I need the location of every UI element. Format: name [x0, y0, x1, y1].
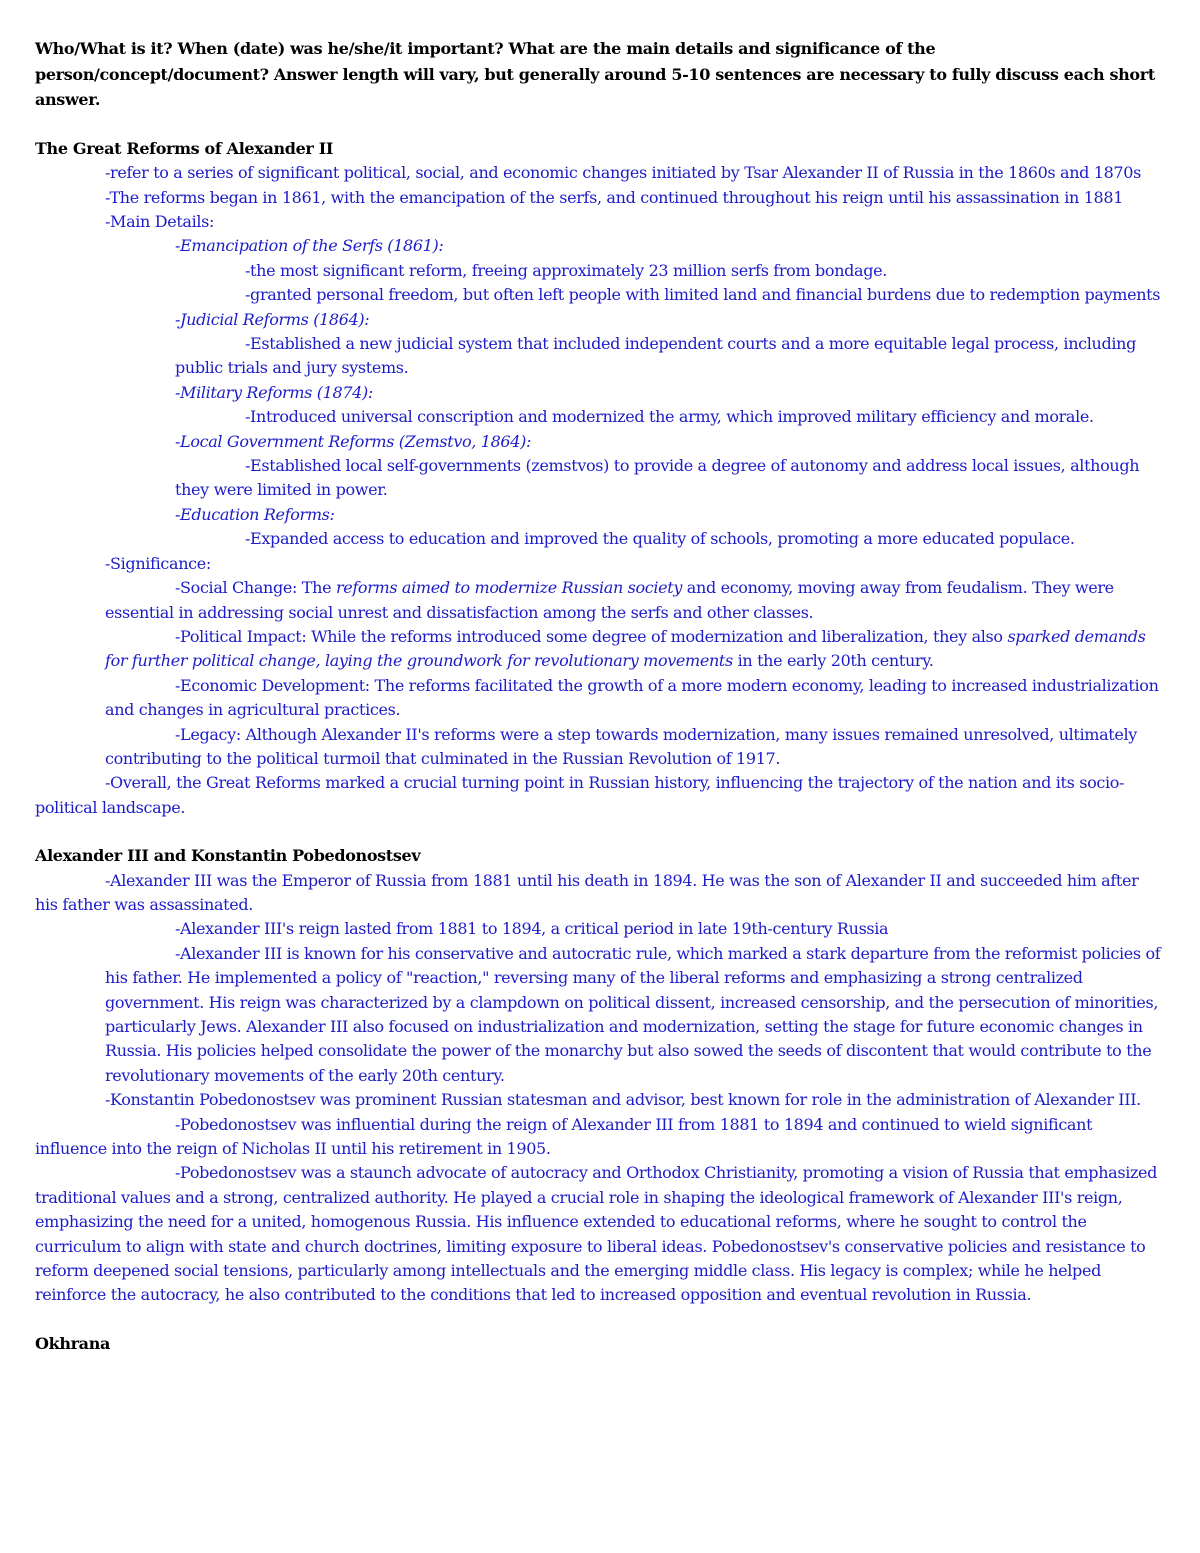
- note-line: -Legacy: Although Alexander II's reforms were a step towards modernization, many issues remained unresolved, ultimately contributing to the political turmoil that culminated in the Russian Revolution of 1917.: [105, 724, 1137, 768]
- text-run: in the early 20th century.: [732, 651, 934, 671]
- subheading-emancipation: -Emancipation of the Serfs (1861):: [175, 236, 444, 256]
- document-page: [35, 36, 1165, 1356]
- subheading-military: -Military Reforms (1874):: [175, 382, 373, 402]
- note-line: -the most significant reform, freeing approximately 23 million serfs from bondage.: [245, 260, 887, 280]
- note-line: -Konstantin Pobedonostsev was prominent Russian statesman and advisor, best known for role in the administration of Alexander III.: [105, 1090, 1141, 1110]
- text-run: -Political Impact: While the reforms introduced some degree of modernization and liberalization, they also: [175, 626, 1008, 646]
- spacer: [35, 1308, 1165, 1332]
- text-run: -Social Change: The: [175, 578, 336, 598]
- spacer: [35, 113, 1165, 137]
- section-heading-alexander-iii: Alexander III and Konstantin Pobedonostsev: [35, 846, 421, 866]
- note-line: -Introduced universal conscription and modernized the army, which improved military efficiency and morale.: [245, 407, 1094, 427]
- section-heading-okhrana: Okhrana: [35, 1333, 111, 1353]
- subheading-judicial: -Judicial Reforms (1864):: [175, 309, 370, 329]
- subheading-local-government: -Local Government Reforms (Zemstvo, 1864):: [175, 431, 532, 451]
- emphasis: sparked demands for further political change, laying the groundwork for revolutionary movements: [105, 626, 1146, 671]
- note-line: -Economic Development: The reforms facilitated the growth of a more modern economy, leading to increased industrialization and changes in agricultural practices.: [105, 675, 1159, 720]
- spacer: [35, 820, 1165, 844]
- note-line: -Alexander III's reign lasted from 1881 to 1894, a critical period in late 19th-century Russia: [175, 919, 889, 939]
- note-line: -The reforms began in 1861, with the emancipation of the serfs, and continued throughout his reign until his assassination in 1881: [105, 187, 1124, 207]
- note-line-social-change: [35, 576, 1165, 625]
- note-line: -Established local self-governments (zemstvos) to provide a degree of autonomy and address local issues, although they were limited in power.: [175, 456, 1140, 500]
- note-line: -Established a new judicial system that included independent courts and a more equitable legal process, including public trials and jury systems.: [175, 334, 1136, 378]
- note-line: -Pobedonostsev was influential during the reign of Alexander III from 1881 to 1894 and continued to wield significant influence into the reign of Nicholas II until his retirement in 1905.: [35, 1114, 1093, 1159]
- note-line: -Overall, the Great Reforms marked a crucial turning point in Russian history, influencing the trajectory of the nation and its socio-political landscape.: [35, 773, 1125, 817]
- note-line: -Expanded access to education and improved the quality of schools, promoting a more educated populace.: [245, 529, 1075, 549]
- note-line: -Alexander III is known for his conservative and autocratic rule, which marked a stark departure from the reformist policies of his father. He implemented a policy of "reaction," reversing many of the liberal reforms and emphasizing a strong centralized government. His reign was characterized by a clampdown on political dissent, increased censorship, and the persecution of minorities, particularly Jews. Alexander III also focused on industrialization and modernization, setting the stage for future economic changes in Russia. His policies helped consolidate the power of the monarchy but also sowed the seeds of discontent that would contribute to the revolutionary movements of the early 20th century.: [105, 943, 1161, 1085]
- note-line: -Alexander III was the Emperor of Russia from 1881 until his death in 1894. He was the son of Alexander II and succeeded him after his father was assassinated.: [35, 870, 1139, 914]
- text-run: and economy, moving away from feudalism. They were essential in addressing social unrest and dissatisfaction among the serfs and other classes.: [105, 578, 1114, 622]
- note-line: -refer to a series of significant political, social, and economic changes initiated by Tsar Alexander II of Russia in the 1860s and 1870s: [105, 163, 1141, 183]
- note-line: -Significance:: [105, 553, 211, 573]
- section-heading-great-reforms: The Great Reforms of Alexander II: [35, 138, 333, 158]
- emphasis: reforms aimed to modernize Russian society: [335, 578, 683, 598]
- note-line: -granted personal freedom, but often left people with limited land and financial burdens due to redemption payments: [245, 285, 1161, 305]
- instructions: Who/What is it? When (date) was he/she/it important? What are the main details and significance of the person/concept/document? Answer length will vary, but generally around 5-10 sentences are necessary to fully discuss each short answer.: [35, 39, 1155, 110]
- note-line: -Main Details:: [105, 212, 215, 231]
- note-line: -Pobedonostsev was a staunch advocate of autocracy and Orthodox Christianity, promoting a vision of Russia that emphasized traditional values and a strong, centralized authority. He played a crucial role in shaping the ideological framework of Alexander III's reign, emphasizing the need for a united, homogenous Russia. His influence extended to educational reforms, where he sought to control the curriculum to align with state and church doctrines, limiting exposure to liberal ideas. Pobedonostsev's conservative policies and resistance to reform deepened social tensions, particularly among intellectuals and the emerging middle class. His legacy is complex; while he helped reinforce the autocracy, he also contributed to the conditions that led to increased opposition and eventual revolution in Russia.: [35, 1163, 1158, 1305]
- note-line-political-impact: [35, 625, 1165, 674]
- subheading-education: -Education Reforms:: [175, 504, 335, 524]
